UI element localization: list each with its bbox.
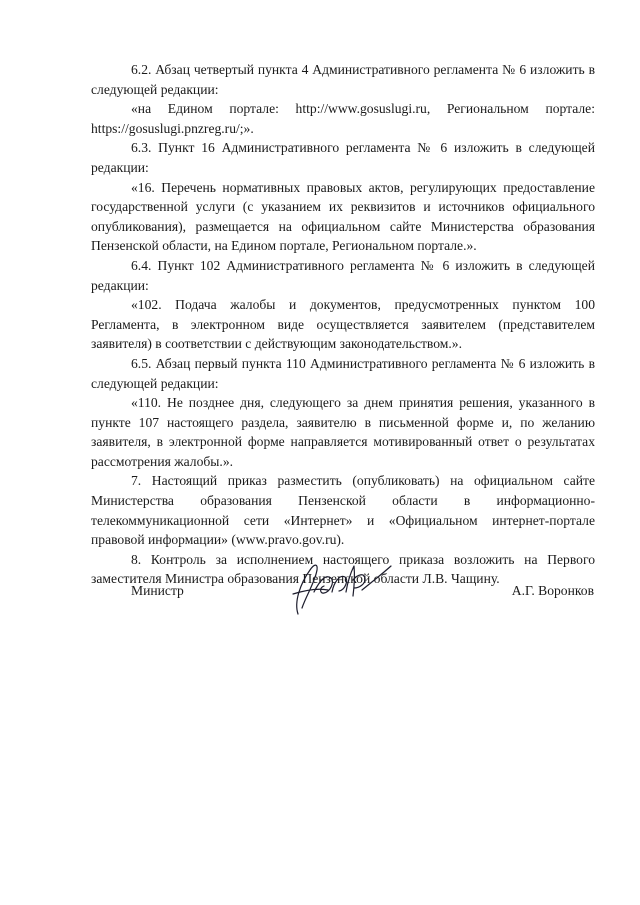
- signer-position: Министр: [131, 583, 184, 598]
- paragraph-7: 7. Настоящий приказ разместить (опубликовать) на официальном сайте Министерства образования Пензенской области в информационно-телекоммуникационной сети «Интернет» и «Официальном интернет-портале правовой информации» (www.pravo.gov.ru).: [91, 473, 595, 548]
- paragraph-8: 8. Контроль за исполнением настоящего приказа возложить на Первого заместителя Министра образования Пензенской области Л.В. Чащину.: [91, 551, 595, 587]
- paragraph-6-5-text: «110. Не позднее дня, следующего за днем принятия решения, указанного в пункте 107 настоящего раздела, заявителю в письменной форме и, по желанию заявителя, в электронной форме направляется мотивированный ответ о результатах рассмотрения жалобы.».: [91, 395, 595, 469]
- paragraph-6-2-text: «на Едином портале: http://www.gosuslugi.ru, Региональном портале: https://gosuslugi.pnzreg.ru/;».: [91, 101, 595, 136]
- signer-name: А.Г. Воронков: [511, 583, 594, 598]
- paragraph-6-2: 6.2. Абзац четвертый пункта 4 Административного регламента № 6 изложить в следующей редакции:: [91, 62, 595, 97]
- paragraph-6-5: 6.5. Абзац первый пункта 110 Административного регламента № 6 изложить в следующей редакции:: [91, 355, 595, 391]
- handwritten-signature: [284, 558, 394, 620]
- paragraph-6-3: 6.3. Пункт 16 Административного регламента № 6 изложить в следующей редакции:: [91, 140, 595, 175]
- paragraph-6-4-text: «102. Подача жалобы и документов, предусмотренных пунктом 100 Регламента, в электронном виде осуществляется заявителем (представителем заявителя) в соответствии с действующим законодательством.».: [91, 297, 595, 352]
- paragraph-6-3-text: «16. Перечень нормативных правовых актов, регулирующих предоставление государственной услуги (с указанием их реквизитов и источников официального опубликования), размещается на официальном сайте Министерства образования Пензенской области, на Едином портале, Региональном портале.».: [91, 179, 595, 254]
- paragraph-6-4: 6.4. Пункт 102 Административного регламента № 6 изложить в следующей редакции:: [91, 257, 595, 293]
- document-body: [91, 60, 595, 589]
